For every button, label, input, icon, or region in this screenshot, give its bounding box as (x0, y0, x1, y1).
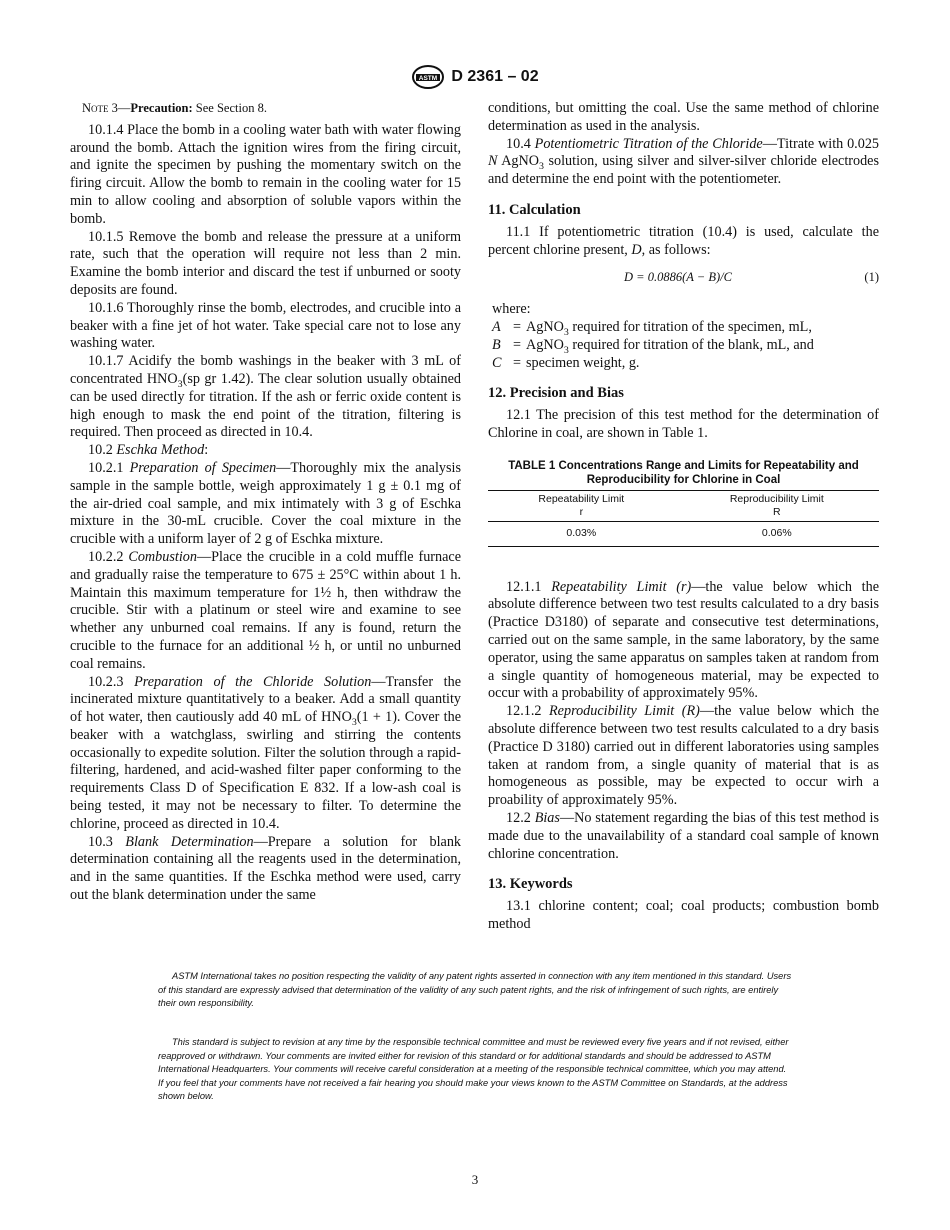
table-header-repeatability: Repeatability Limit r (538, 492, 625, 518)
revision-disclaimer: This standard is subject to revision at any time by the responsible technical committee and must be reviewed every five years and if not revised, either reapproved or withdrawn. Your comments are invited either for revision of this standard or for additional standards and should be addressed to ASTM International Headquarters. Your comments will receive careful consideration at a meeting of the responsible technical committee, which you may attend. If you feel that your comments have not received a fair hearing you should make your views known to the ASTM Committee on Standards, at the address shown below. (158, 1037, 789, 1102)
astm-logo-icon (411, 64, 445, 90)
para-10-1-4: 10.1.4 Place the bomb in a cooling water bath with water flowing around the bomb. Attach the ignition wires from the firing circuit, and ignite the specimen by pushing the momentary switch on the firing circuit. Allow the bomb to remain in the cooling water for 15 min to allow cooling and absorption of soluble vapors within the bomb. (70, 121, 461, 227)
definition-a: A = AgNO$_3$ required for titration of the specimen, mL, (492, 318, 812, 338)
section-12-heading: 12. Precision and Bias (488, 385, 624, 402)
where-label: where: (492, 301, 531, 318)
section-13-heading: 13. Keywords (488, 876, 573, 893)
definition-c: C = specimen weight, g. (492, 354, 640, 371)
para-13-1: 13.1 chlorine content; coal; coal products; combustion bomb method (488, 898, 879, 932)
table-header-reproducibility: Reproducibility Limit R (729, 492, 824, 518)
note-3: Note 3—Precaution: See Section 8. (82, 101, 267, 115)
para-10-1-7: 10.1.7 Acidify the bomb washings in the beaker with 3 mL of concentrated $HNO_3(sp$ gr 1.42). The clear solution usually obtained can be used directly for titration. If the ash or ferric oxide content is high enough to mask the end point of the titration, filtering is required. Then proceed as directed in 10.4. (70, 353, 461, 441)
table-row (488, 521, 879, 546)
para-10-4: 10.4 Potentiometric Titration of the Chloride—Titrate with 0.025 N AgNO$_3$ solution, using silver and silver-silver chloride electrodes and determine the end point with the potentiometer. (488, 135, 880, 188)
definition-b: B = AgNO$_3$ required for titration of the blank, mL, and (492, 336, 814, 356)
table-cell-R: 0.06% (761, 526, 792, 539)
para-10-2: 10.2 Eschka Method: (88, 442, 209, 459)
para-10-1-6: 10.1.6 Thoroughly rinse the bomb, electrodes, and crucible into a beaker with a fine jet of hot water. Take special care not to lose any washing water. (70, 299, 461, 352)
table-1-title: TABLE 1 Concentrations Range and Limits for Repeatability and Reproducibility for Chlorine in Coal (508, 459, 859, 486)
para-11-1: 11.1 If potentiometric titration (10.4) is used, calculate the percent chlorine present, D, as follows: (488, 223, 879, 258)
variable-definitions (492, 301, 879, 372)
equation-number: (1) (864, 270, 879, 285)
para-12-1: 12.1 The precision of this test method for the determination of Chlorine in coal, are shown in Table 1. (488, 407, 879, 441)
para-10-1-5: 10.1.5 Remove the bomb and release the pressure at a uniform rate, such that the operation will require not less than 2 min. Examine the bomb interior and discard the test if unburned or sooty deposits are found. (70, 228, 461, 298)
svg-text:ASTM: ASTM (419, 75, 438, 82)
para-12-1-1: 12.1.1 Repeatability Limit (r)—the value below which the absolute difference between two test results calculated to a dry basis (Practice D3180) of separate and consecutive test determinations, carried out on the same sample, in the same laboratory, by the same operator, using the same apparatus on samples taken at random from a single quantity of homogeneous material, may be expected to occur with a probability of approximately 95%. (488, 578, 879, 702)
table-cell-r: 0.03% (566, 526, 597, 539)
para-12-1-2: 12.1.2 Reproducibility Limit (R)—the value below which the absolute difference between two test results calculated to a dry basis (Practice D 3180) carried out in different laboratories using samples taken at random from, a single quanity of material that is as homogeneous as possible, may be expected to occur wirh a proability of approximately 95%. (488, 703, 880, 809)
para-10-2-1: 10.2.1 Preparation of Specimen—Thoroughly mix the analysis sample in the sample bottle, weigh approximately 1 g ± 0.1 mg of the air-dried coal sample, and mix intimately with 3 g of Eschka mixture in the 30-mL crucible. Cover the coal mixture in the crucible with a uniform layer of 2 g of Eschka mixture. (70, 459, 461, 548)
para-10-3: 10.3 Blank Determination—Prepare a solution for blank determination containing all the reagents used in the determination, and in the same quantities. If the Eschka method were used, carry out the blank determination under the same (70, 833, 462, 904)
para-12-2: 12.2 Bias—No statement regarding the bias of this test method is made due to the unavailability of a standard coal sample of known chlorine concentration. (488, 809, 880, 862)
right-column (488, 100, 879, 934)
para-10-2-3: 10.2.3 Preparation of the Chloride Solution—Transfer the incinerated mixture quantitatively to a beaker. Add a small quantity of hot water, then cautiously add 40 mL of $HNO_3(1 + 1)$. Cover the beaker with a watchglass, swirling and stirring the contents occasionally to expedite solution. Filter the solution through a rapid-filtering, hardened, and acid-washed filter paper conforming to the requirements Class D of Specification E 832. If a low-ash coal is being tested, it may not be necessary to filter. To determine the chlorine, proceed as directed in 10.4. (70, 673, 461, 832)
para-10-3-continued: conditions, but omitting the coal. Use the same method of chlorine determination as used in the analysis. (488, 100, 879, 134)
page-number: 3 (471, 1172, 479, 1187)
section-11-heading: 11. Calculation (488, 201, 581, 218)
left-column (70, 100, 461, 905)
equation-1 (488, 269, 879, 287)
equation-formula: D = 0.0886(A − B)/C (624, 270, 732, 285)
document-designation: D 2361 – 02 (451, 68, 539, 85)
para-10-2-2: 10.2.2 Combustion—Place the crucible in a cold muffle furnace and gradually raise the temperature to 675 ± 25°C within about 1 h. Maintain this maximum temperature for 1½ h, then withdraw the crucible. Stir with a platinum or steel wire and examine to see whether any unburned coal remains. If any is found, return the crucible to the furnace for an additional ½ h, or until no unburned coal remains. (70, 548, 462, 672)
patent-disclaimer: ASTM International takes no position respecting the validity of any patent rights asserted in connection with any item mentioned in this standard. Users of this standard are expressly advised that determination of the validity of any such patent rights, and the risk of infringement of such rights, are entirely their own responsibility. (158, 971, 792, 1009)
table-1 (488, 490, 879, 547)
page-header (0, 64, 950, 95)
